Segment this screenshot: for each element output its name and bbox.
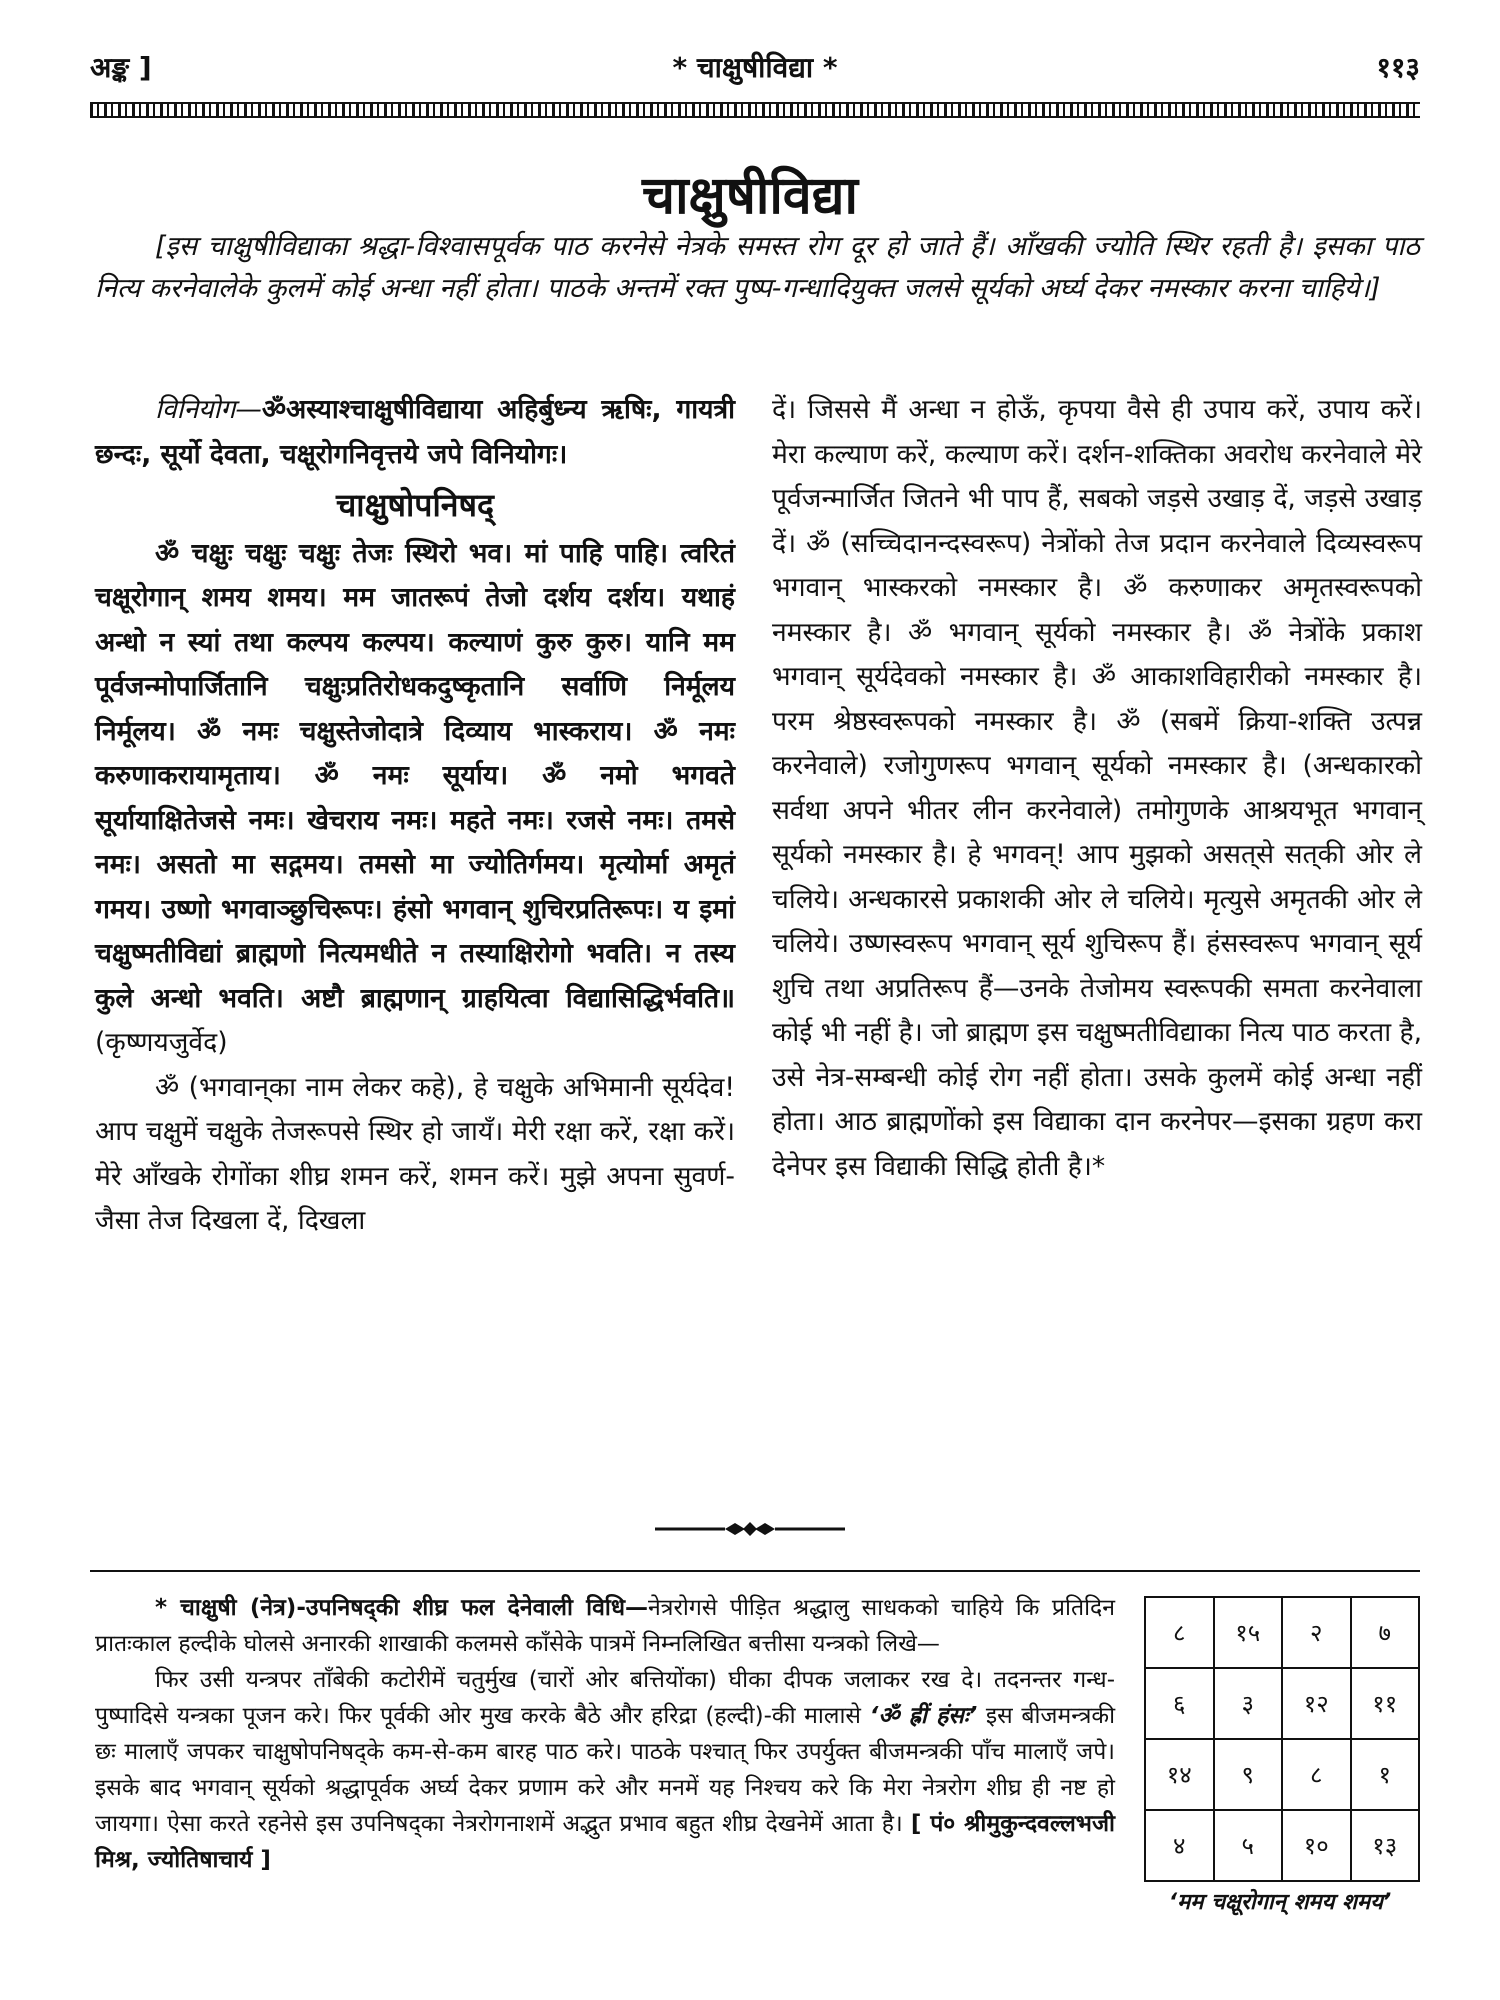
ornament-divider	[655, 1520, 845, 1538]
footnote-heading: * चाक्षुषी (नेत्र)-उपनिषद्‌की शीघ्र फल देनेवाली विधि—	[155, 1595, 649, 1621]
page-header	[90, 48, 1420, 96]
footnote-text-2b: इस बीजमन्त्रकी छः मालाएँ जपकर चाक्षुषोपनिषद्‌के कम-से-कम बारह पाठ करे। पाठके पश्चात् फिर उपर्युक्त बीजमन्त्रकी पाँच मालाएँ जपे। इसके बाद भगवान् सूर्यको श्रद्धापूर्वक अर्घ्य देकर प्रणाम करे और मनमें यह निश्चय करे कि मेरा नेत्ररोग शीघ्र ही नष्ट हो जायगा। ऐसा करते रहनेसे इस उपनिषद्‌का नेत्ररोगनाशमें अद्भुत प्रभाव बहुत शीघ्र देखनेमें आता है।	[95, 1703, 1116, 1837]
right-column	[772, 388, 1422, 1189]
mantra-text: ॐ चक्षुः चक्षुः चक्षुः तेजः स्थिरो भव। मां पाहि पाहि। त्वरितं चक्षूरोगान् शमय शमय। मम जातरूपं तेजो दर्शय दर्शय। यथाहं अन्धो न स्यां तथा कल्पय कल्पय। कल्याणं कुरु कुरु। यानि मम पूर्वजन्मोपार्जितानि चक्षुःप्रतिरोधकदुष्कृतानि सर्वाणि निर्मूलय निर्मूलय। ॐ नमः चक्षुस्तेजोदात्रे दिव्याय भास्कराय। ॐ नमः करुणाकरायामृताय। ॐ नमः सूर्याय। ॐ नमो भगवते सूर्यायाक्षितेजसे नमः। खेचराय नमः। महते नमः। रजसे नमः। तमसे नमः। असतो मा सद्गमय। तमसो मा ज्योतिर्गमय। मृत्योर्मा अमृतं गमय। उष्णो भगवाञ्छुचिरूपः। हंसो भगवान् शुचिरप्रतिरूपः। य इमां चक्षुष्मतीविद्यां ब्राह्मणो नित्यमधीते न तस्याक्षिरोगो भवति। न तस्य कुले अन्धो भवति। अष्टौ ब्राह्मणान् ग्राहयित्वा विद्यासिद्धिर्भवति॥	[95, 537, 735, 1014]
yantra-cell: २	[1282, 1597, 1351, 1668]
viniyoga-text: ॐअस्याश्चाक्षुषीविद्याया अहिर्बुध्न्य ऋषिः, गायत्री छन्दः, सूर्यो देवता, चक्षूरोगनिवृत्तये जपे विनियोगः।	[95, 394, 735, 470]
footnote-text-2a: फिर उसी यन्त्रपर ताँबेकी कटोरीमें चतुर्मुख (चारों ओर बत्तियोंका) घीका दीपक जलाकर रख दे। तदनन्तर गन्ध-पुष्पादिसे यन्त्रका पूजन करे। फिर पूर्वकी ओर मुख करके बैठे और हरिद्रा (हल्दी)-की मालासे	[95, 1667, 1115, 1729]
footnote-intro	[95, 1590, 1115, 1662]
header-running-title: * चाक्षुषीविद्या *	[672, 51, 838, 84]
header-issue: अङ्क ]	[90, 51, 152, 84]
yantra-cell: ८	[1145, 1597, 1214, 1668]
yantra-caption: ‘मम चक्षूरोगान् शमय शमय’	[1168, 1890, 1392, 1915]
yantra-cell: ३	[1214, 1668, 1283, 1739]
mantra-paragraph	[95, 532, 735, 1066]
yantra-cell: १०	[1282, 1810, 1351, 1881]
left-column	[95, 388, 735, 1244]
yantra-cell: ८	[1282, 1739, 1351, 1810]
yantra-cell: १	[1351, 1739, 1420, 1810]
page-title: चाक्षुषीविद्या	[642, 166, 858, 226]
decorative-border	[90, 102, 1420, 118]
yantra-cell: ९	[1214, 1739, 1283, 1810]
footnote	[95, 1590, 1115, 1878]
source-citation: (कृष्णयजुर्वेद)	[95, 1027, 228, 1058]
footnote-credit: [ पं० श्रीमुकुन्दवल्लभजी मिश्र, ज्योतिषाचार्य ]	[95, 1811, 1115, 1873]
upanishad-heading: चाक्षुषोपनिषद्	[335, 486, 495, 524]
translation-continued: दें। जिससे मैं अन्धा न होऊँ, कृपया वैसे ही उपाय करें, उपाय करें। मेरा कल्याण करें, कल्याण करें। दर्शन-शक्तिका अवरोध करनेवाले मेरे पूर्वजन्मार्जित जितने भी पाप हैं, सबको जड़से उखाड़ दें, जड़से उखाड़ दें। ॐ (सच्चिदानन्दस्वरूप) नेत्रोंको तेज प्रदान करनेवाले दिव्यस्वरूप भगवान् भास्करको नमस्कार है। ॐ करुणाकर अमृतस्वरूपको नमस्कार है। ॐ भगवान् सूर्यको नमस्कार है। ॐ नेत्रोंके प्रकाश भगवान् सूर्यदेवको नमस्कार है। ॐ आकाशविहारीको नमस्कार है। परम श्रेष्ठस्वरूपको नमस्कार है। ॐ (सबमें क्रिया-शक्ति उत्पन्न करनेवाले) रजोगुणरूप भगवान् सूर्यको नमस्कार है। (अन्धकारको सर्वथा अपने भीतर लीन करनेवाले) तमोगुणके आश्रयभूत भगवान् सूर्यको नमस्कार है। हे भगवन्! आप मुझको असत्‌से सत्‌की ओर ले चलिये। अन्धकारसे प्रकाशकी ओर ले चलिये। मृत्युसे अमृतकी ओर ले चलिये। उष्णस्वरूप भगवान् सूर्य शुचिरूप हैं। हंसस्वरूप भगवान् सूर्य शुचि तथा अप्रतिरूप हैं—उनके तेजोमय स्वरूपकी समता करनेवाला कोई भी नहीं है। जो ब्राह्मण इस चक्षुष्मतीविद्याका नित्य पाठ करता है, उसे नेत्र-सम्बन्धी कोई रोग नहीं होता। उसके कुलमें कोई अन्धा नहीं होता। आठ ब्राह्मणोंको इस विद्याका दान करनेपर—इसका ग्रहण करा देनेपर इस विद्याकी सिद्धि होती है।*	[772, 394, 1422, 1182]
translation-start: ॐ (भगवान्‌का नाम लेकर कहे), हे चक्षुके अभिमानी सूर्यदेव! आप चक्षुमें चक्षुके तेजरूपसे स्थिर हो जायँ। मेरी रक्षा करें, रक्षा करें। मेरे आँखके रोगोंका शीघ्र शमन करें, शमन करें। मुझे अपना सुवर्ण-जैसा तेज दिखला दें, दिखला	[95, 1071, 735, 1236]
yantra-cell: ४	[1145, 1810, 1214, 1881]
viniyoga	[95, 388, 735, 477]
yantra-cell: १३	[1351, 1810, 1420, 1881]
yantra-cell: १२	[1282, 1668, 1351, 1739]
yantra-cell: ११	[1351, 1668, 1420, 1739]
viniyoga-label: विनियोग—	[155, 394, 262, 425]
yantra-cell: १४	[1145, 1739, 1214, 1810]
footnote-text-1: नेत्ररोगसे पीड़ित श्रद्धालु साधकको चाहिये कि प्रतिदिन प्रातःकाल हल्दीके घोलसे अनारकी शाखाकी कलमसे काँसेके पात्रमें निम्नलिखित बत्तीसा यन्त्रको लिखे—	[95, 1595, 1116, 1657]
footnote-procedure	[95, 1662, 1115, 1878]
yantra-grid	[1144, 1596, 1420, 1882]
bija-mantra: ‘ॐ ह्रीं हंसः’	[869, 1703, 978, 1729]
page-number: ११३	[1376, 51, 1420, 84]
intro-note: [इस चाक्षुषीविद्याका श्रद्धा-विश्वासपूर्वक पाठ करनेसे नेत्रके समस्त रोग दूर हो जाते हैं। आँखकी ज्योति स्थिर रहती है। इसका पाठ नित्य करनेवालेके कुलमें कोई अन्धा नहीं होता। पाठके अन्तमें रक्त पुष्प-गन्धादियुक्त जलसे सूर्यको अर्घ्य देकर नमस्कार करना चाहिये।]	[95, 231, 1420, 304]
yantra-cell: ७	[1351, 1597, 1420, 1668]
yantra-cell: ६	[1145, 1668, 1214, 1739]
yantra-cell: ५	[1214, 1810, 1283, 1881]
footnote-rule	[90, 1570, 1420, 1572]
yantra-cell: १५	[1214, 1597, 1283, 1668]
